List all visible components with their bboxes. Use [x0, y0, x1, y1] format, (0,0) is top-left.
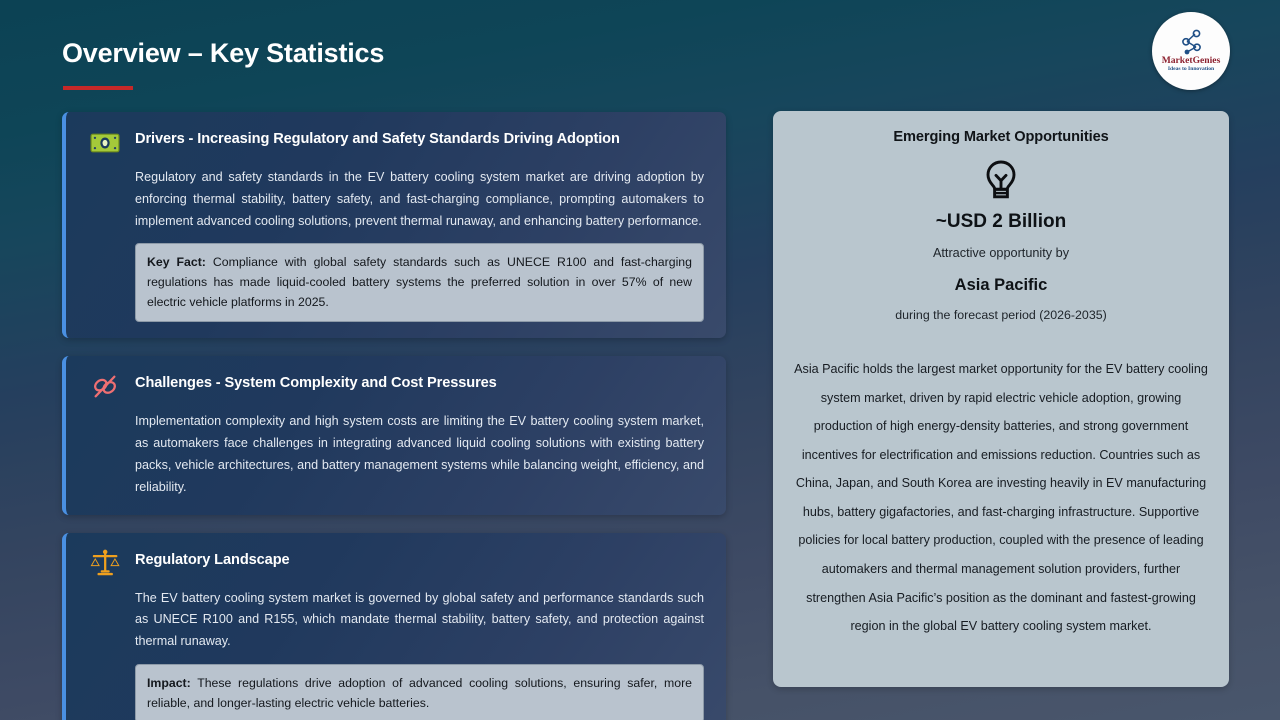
logo-tagline: Ideas to Innovation — [1167, 66, 1215, 73]
card-body-text: Implementation complexity and high system costs are limiting the EV battery cooling system market, as automakers face challenges in integrating advanced liquid cooling solutions with existing battery packs, vehicle architectures, and battery management systems while balancing weight, efficiency, and reliability. — [135, 414, 704, 494]
opportunity-region: Asia Pacific — [954, 276, 1048, 294]
logo-name: MarketGenies — [1161, 55, 1221, 67]
network-nodes-icon — [1176, 29, 1206, 55]
impact-callout — [135, 664, 704, 720]
card-header — [88, 370, 704, 403]
card-regulatory-landscape[interactable] — [62, 533, 726, 720]
emerging-market-opportunities-panel — [773, 111, 1229, 687]
card-body-text: Regulatory and safety standards in the EV battery cooling system market are driving adoption by enforcing thermal stability, battery safety, and fast-charging compliance, prompting automakers to implement advanced cooling solutions, prevent thermal runaway, and enhancing battery performance. — [135, 170, 704, 228]
opportunity-period: during the forecast period (2026-2035) — [895, 308, 1107, 322]
banknote-icon — [88, 127, 122, 159]
lightbulb-icon — [978, 158, 1024, 204]
callout-label: Impact: — [147, 675, 191, 690]
opportunity-subtitle: Attractive opportunity by — [932, 246, 1070, 260]
broken-link-icon — [88, 371, 122, 403]
card-title: Challenges - System Complexity and Cost Pressures — [135, 375, 497, 392]
card-body-text: The EV battery cooling system market is governed by global safety and performance standards such as UNECE R100 and R155, which mandate thermal stability, battery safety, and protection against thermal runaway. — [135, 590, 704, 649]
opportunity-description: Asia Pacific holds the largest market opportunity for the EV battery cooling system market, driven by rapid electric vehicle adoption, growing production of high energy-density batteries, and strong government incentives for electrification and emissions reduction. Countries such as China, Japan, and South Korea are investing heavily in EV manufacturing hubs, battery gigafactories, and fast-charging infrastructure. Supportive policies for local battery production, coupled with the presence of leading automakers and thermal management solution providers, further strengthen Asia Pacific’s position as the dominant and fastest-growing region in the global EV battery cooling system market. — [794, 362, 1208, 634]
page-title: Overview – Key Statistics — [62, 38, 385, 68]
callout-text: Compliance with global safety standards such as UNECE R100 and fast-charging regulations has made liquid-cooled battery systems the preferred solution in over 57% of new electric vehicle platforms in 2025. — [147, 255, 692, 310]
title-underline-accent — [63, 86, 133, 90]
card-title: Drivers - Increasing Regulatory and Safety Standards Driving Adoption — [135, 131, 620, 147]
card-title: Regulatory Landscape — [135, 551, 290, 568]
callout-label: Key Fact: — [147, 255, 206, 270]
card-header — [88, 126, 704, 159]
callout-text: These regulations drive adoption of advanced cooling solutions, ensuring safer, more reliable, and longer-lasting electric vehicle batteries. — [147, 675, 692, 710]
balance-scale-icon — [88, 548, 122, 580]
key-statistics-card-list — [62, 112, 726, 720]
card-challenges[interactable] — [62, 356, 726, 514]
key-fact-callout — [135, 243, 704, 322]
brand-logo — [1152, 12, 1230, 90]
card-drivers[interactable] — [62, 112, 726, 338]
opportunity-value: ~USD 2 Billion — [935, 211, 1067, 232]
panel-title: Emerging Market Opportunities — [893, 129, 1109, 145]
card-header — [88, 547, 704, 580]
